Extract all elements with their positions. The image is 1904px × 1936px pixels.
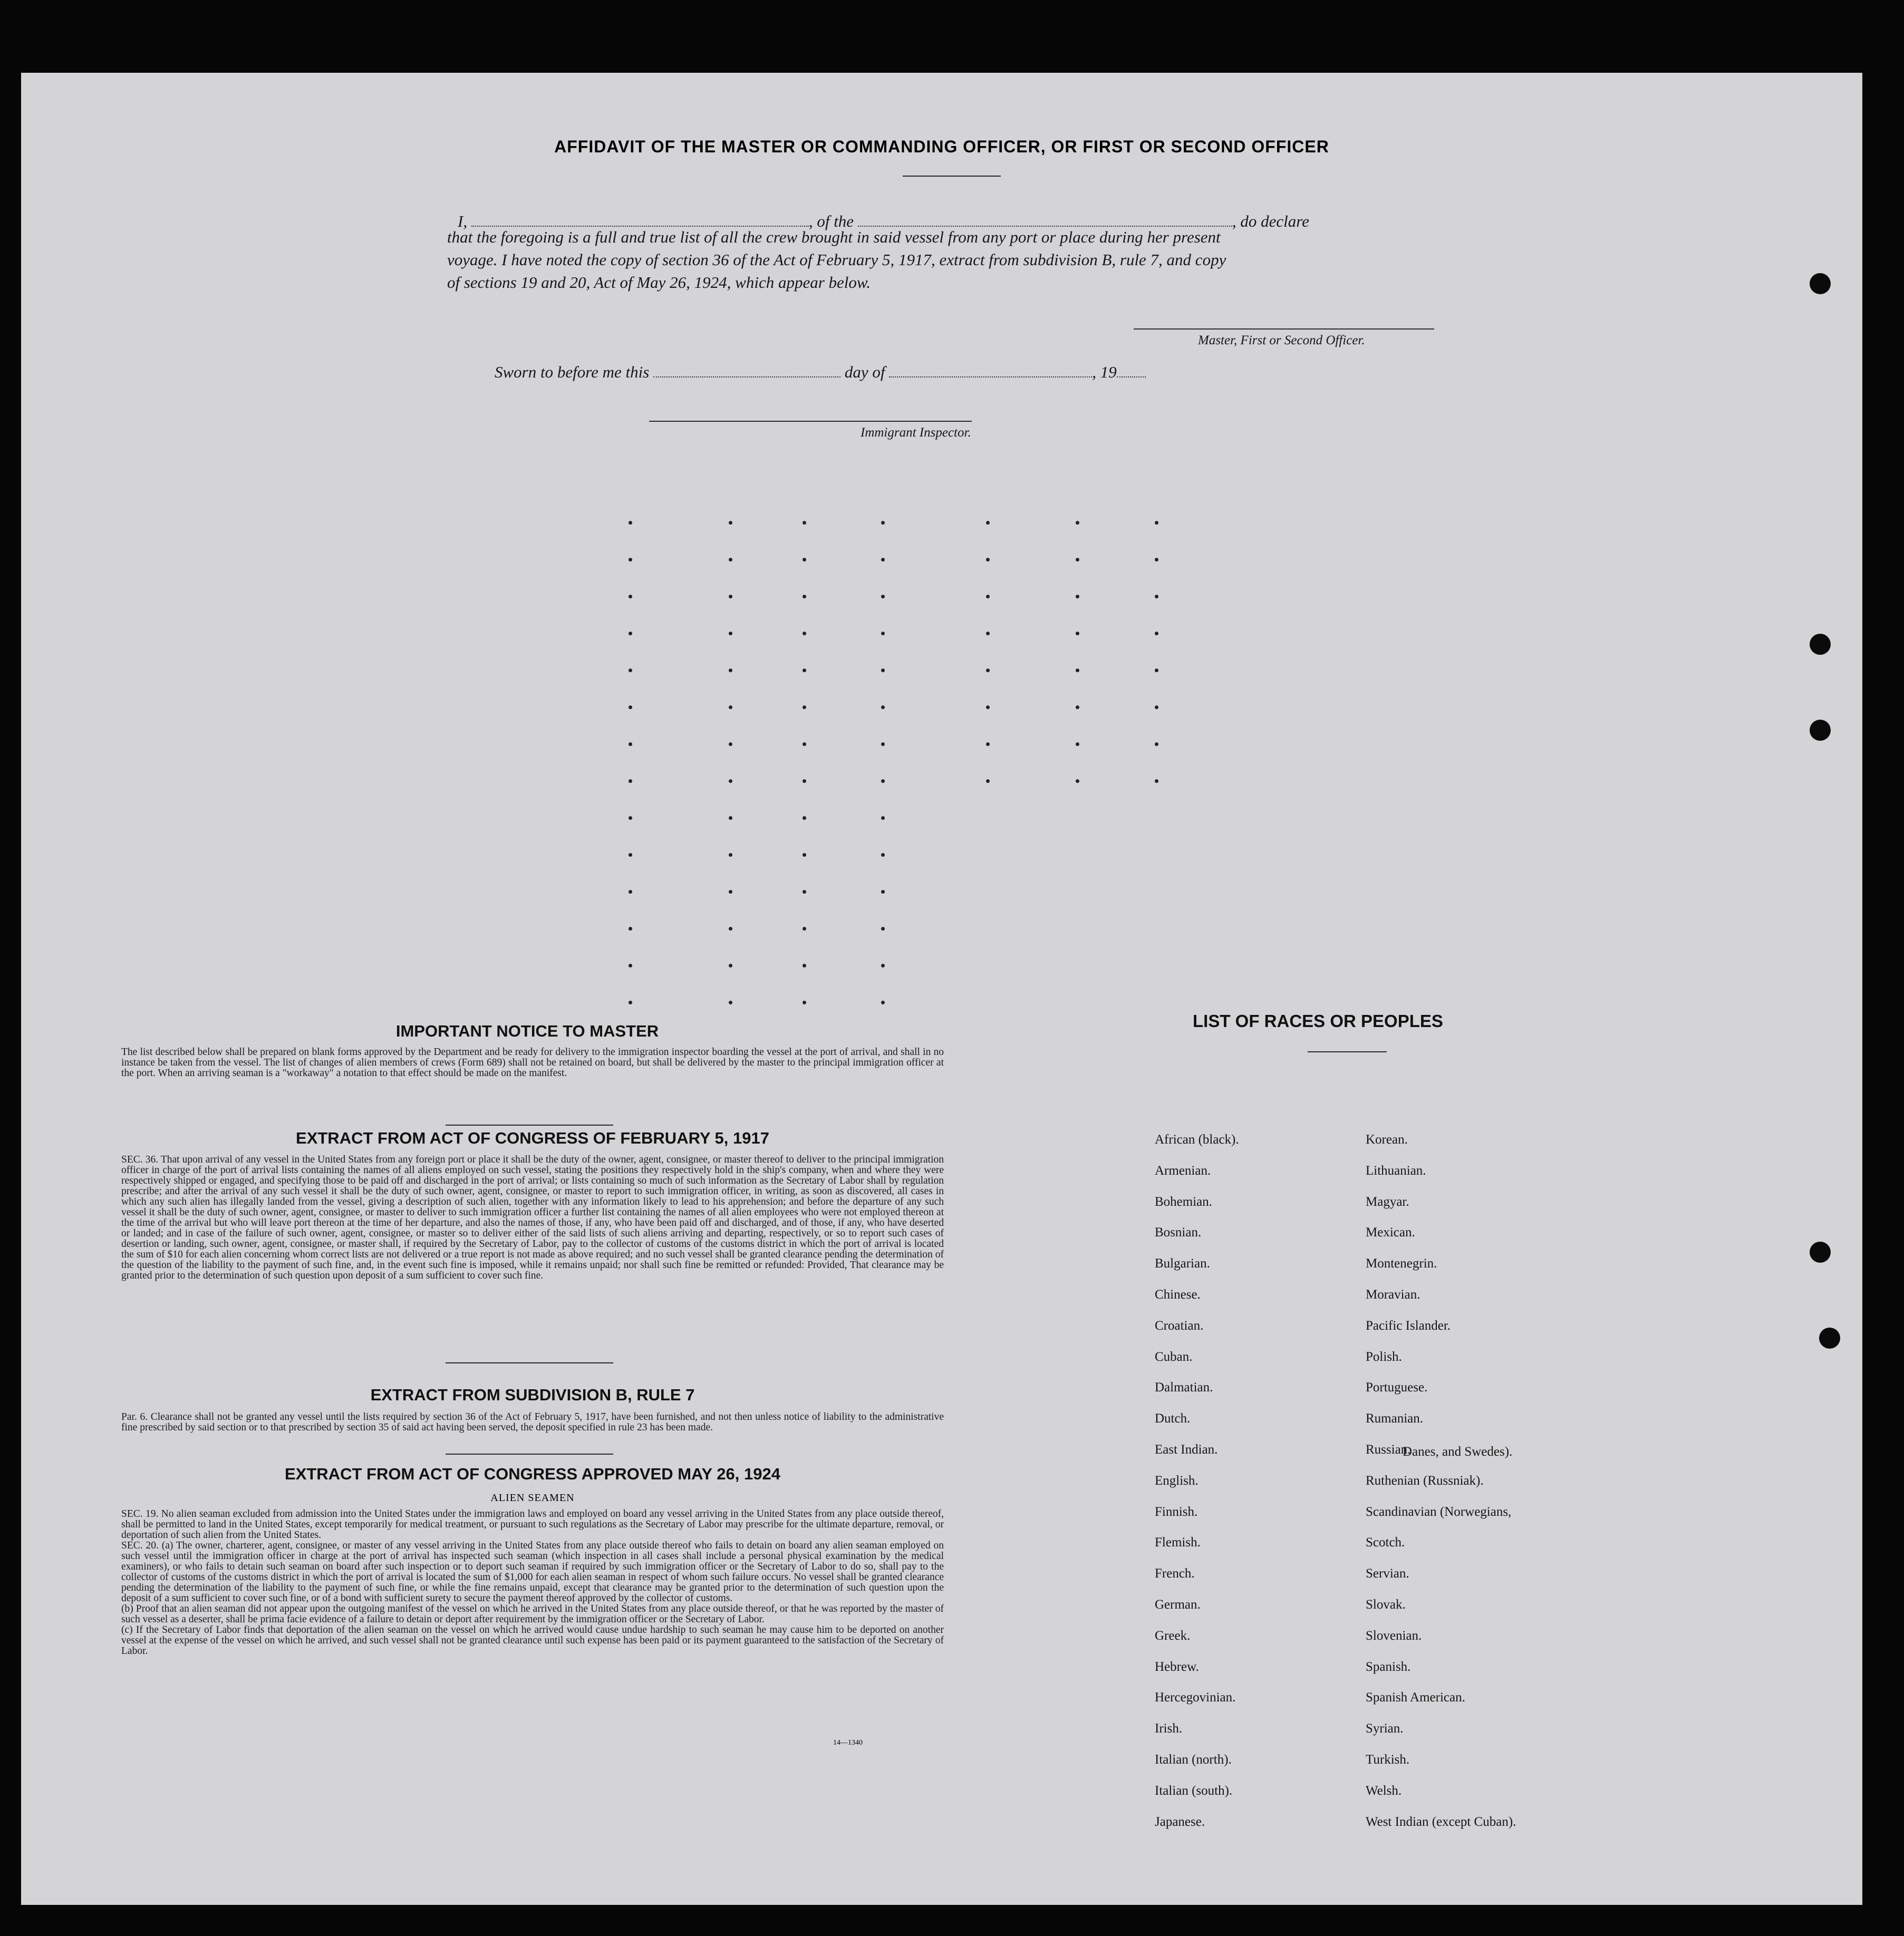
sworn-month-field[interactable] [889,362,1092,377]
race-left-item: Cuban. [1155,1349,1193,1364]
race-left-item: Finnish. [1155,1504,1198,1519]
bleed-dot [1155,632,1158,635]
bleed-dot [986,558,990,562]
race-right-item: Portuguese. [1366,1380,1428,1395]
bleed-dot [986,705,990,709]
bleed-dot [1076,521,1079,525]
bleed-dot [803,669,806,672]
bleed-dot [803,853,806,857]
race-left-item: Irish. [1155,1721,1183,1736]
race-right-item: Welsh. [1366,1783,1402,1798]
bleed-dot [803,521,806,525]
race-left-item: Flemish. [1155,1535,1201,1550]
bleed-dot [629,669,632,672]
bleed-dot [629,742,632,746]
bleed-dot [1155,705,1158,709]
bleed-dot [729,927,732,931]
day-of-text: day of [844,363,885,381]
divider-2 [446,1362,613,1363]
binder-hole [1819,1328,1840,1349]
bleed-dot [803,742,806,746]
bleed-dot [881,521,885,525]
master-signature-line[interactable] [1134,328,1434,330]
bleed-dot [729,853,732,857]
bleed-dot [881,964,885,967]
bleed-dot [1155,521,1158,525]
race-right-item: Syrian. [1366,1721,1404,1736]
bleed-dot [1155,558,1158,562]
bleed-dot [803,779,806,783]
binder-hole [1810,634,1831,655]
affidavit-line3: voyage. I have noted the copy of section 36 of the Act of February 5, 1917, extract from subdivision B, rule 7, and copy [447,250,1226,269]
bleed-dot [729,964,732,967]
affidavit-line4: of sections 19 and 20, Act of May 26, 1924, which appear below. [447,273,871,292]
bleed-dot [1155,595,1158,598]
bleed-dot [729,890,732,894]
bleed-dot [1076,779,1079,783]
form-sheet [21,73,1862,1905]
bleed-dot [881,1001,885,1004]
extract-1917-title: EXTRACT FROM ACT OF CONGRESS OF FEBRUARY 5, 1917 [296,1129,769,1147]
extract-1917-text: SEC. 36. That upon arrival of any vessel in the United States from any foreign port or place it shall be the duty of the owner, agent, consignee, or master thereof to deliver to the principal immigration officer in charge of the port of arrival lists containing the names of all aliens employed on such vessel, stating the positions they respectively hold in the ship's company, when and where they were respectively shipped or engaged, and specifying those to be paid off and discharged in the port of arrival; or lists containing so much of such information as the Secretary of Labor shall by regulation prescribe; and after the arrival of any such vessel it shall be the duty of such owner, agent, consignee, or master to report to such immigration officer, in writing, as soon as discovered, all cases in which any such alien has illegally landed from the vessel, giving a description of such alien, together with any information likely to lead to his apprehension; and before the departure of any such vessel it shall be the duty of such owner, agent, consignee, or master to deliver to such immigration officer a further list containing the names of all alien employees who were not employed thereon at the time of the arrival but who will leave port thereon at the time of her departure, and also the names of those, if any, who have been paid off and discharged, and of those, if any, who have deserted or landed; and in case of the failure of such owner, agent, consignee, or master so to deliver either of the said lists of such aliens arriving and departing, respectively, or so to report such cases of desertion or landing, such owner, agent, consignee, or master shall, if required by the Secretary of Labor, pay to the collector of customs of the customs district in which the port of arrival is located the sum of $10 for each alien concerning whom correct lists are not delivered or a true report is not made as above required; and no such vessel shall be granted clearance pending the determination of the question of the liability to the payment of such fine, and, in the event such fine is imposed, while it remains unpaid; nor shall such fine be remitted or refunded: Provided, That clearance may be granted prior to the determination of such question upon deposit of a sum sufficient to cover such fine. [121,1154,944,1281]
form-number: 14—1340 [833,1739,863,1747]
bleed-dot [629,632,632,635]
bleed-dot [881,779,885,783]
race-right-item: Magyar. [1366,1194,1409,1209]
affidavit-body [447,226,1499,294]
race-left-item: Dalmatian. [1155,1380,1213,1395]
bleed-dot [629,853,632,857]
race-right-item: Scotch. [1366,1535,1405,1550]
race-right-item: Montenegrin. [1366,1256,1437,1271]
bleed-dot [1076,705,1079,709]
race-right-item: Moravian. [1366,1288,1420,1302]
divider-1 [446,1125,613,1126]
race-right-item: Slovak. [1366,1598,1406,1612]
bleed-dot [729,558,732,562]
bleed-dot [1076,742,1079,746]
year-text: , 19 [1092,363,1117,381]
race-right-item: Korean. [1366,1132,1408,1147]
race-left-item: African (black). [1155,1132,1239,1147]
bleed-dot [629,595,632,598]
race-scandinavian-line2: Danes, and Swedes). [1403,1445,1513,1459]
bleed-dot [881,558,885,562]
race-left-item: Bulgarian. [1155,1256,1210,1271]
affidavit-line2: that the foregoing is a full and true list of all the crew brought in said vessel from any port or place during her present [447,228,1221,246]
of-the-text: , of the [808,212,854,230]
vessel-name-field[interactable] [858,211,1232,227]
bleed-dot [803,927,806,931]
bleed-dot [986,521,990,525]
bleed-dot [1076,558,1079,562]
bleed-dot [803,816,806,820]
inspector-label: Immigrant Inspector. [861,425,971,440]
sec19-text: SEC. 19. No alien seaman excluded from admission into the United States under the immigration laws and employed on board any vessel arriving in the United States from any place outside thereof, shall be permitted to land in the United States, except temporarily for medical treatment, or pursuant to such regulations as the Secretary of Labor may prescribe for the ultimate departure, removal, or deportation of such alien from the United States. [121,1508,944,1541]
sworn-line [495,362,1146,382]
inspector-signature-line[interactable] [649,421,972,422]
bleed-dot [629,890,632,894]
bleed-dot [629,558,632,562]
race-right-item: Lithuanian. [1366,1163,1426,1178]
declarant-prefix: I, [458,212,468,230]
race-left-item: Italian (north). [1155,1753,1232,1767]
bleed-dot [881,816,885,820]
binder-hole [1810,273,1831,294]
bleed-dot [881,595,885,598]
race-left-item: Italian (south). [1155,1783,1233,1798]
bleed-dot [1076,632,1079,635]
race-right-item: Rumanian. [1366,1411,1424,1426]
bleed-dot [803,558,806,562]
race-left-item: Hercegovinian. [1155,1690,1236,1705]
bleed-dot [803,632,806,635]
race-right-item: Scandinavian (Norwegians, [1366,1504,1512,1519]
divider-3 [446,1454,613,1455]
notice-text: The list described below shall be prepared on blank forms approved by the Department and be ready for delivery to the immigration inspector boarding the vessel at the port of arrival, and shall in no instance be taken from the vessel. The list of changes of alien members of crews (Form 689) shall not be retained on board, but shall be delivered by the master to the principal immigration officer at the port. When an arriving seaman is a "workaway" a notation to that effect should be made on the manifest. [121,1047,944,1079]
master-label: Master, First or Second Officer. [1198,333,1365,347]
extract-1924-subtitle: ALIEN SEAMEN [490,1492,575,1504]
binder-hole [1810,720,1831,741]
title-underline [903,176,1001,177]
race-left-item: East Indian. [1155,1443,1218,1457]
bleed-dot [1155,742,1158,746]
bleed-dot [881,853,885,857]
bleed-dot [729,779,732,783]
race-left-item: French. [1155,1566,1195,1581]
subdivision-text: Par. 6. Clearance shall not be granted any vessel until the lists required by section 36 of the Act of February 5, 1917, have been furnished, and not then unless notice of liability to the administrative fine prescribed by said section or to that prescribed by section 35 of said act having been served, the deposit specified in rule 23 has been made. [121,1411,944,1433]
bleed-dot [629,816,632,820]
race-left-item: Chinese. [1155,1288,1201,1302]
sec20c-text: (c) If the Secretary of Labor finds that deportation of the alien seaman on the vessel on which he arrived would cause undue hardship to such seaman he may cause him to be deported on another vessel at the expense of the vessel on which he arrived, and such vessel shall not be granted clearance until such expense has been paid or its payment guaranteed to the satisfaction of the Secretary of Labor. [121,1624,944,1657]
race-right-item: Pacific Islander. [1366,1318,1451,1333]
extract-1924-title: EXTRACT FROM ACT OF CONGRESS APPROVED MAY 26, 1924 [285,1465,780,1483]
race-right-item: Spanish American. [1366,1690,1465,1705]
race-left-item: English. [1155,1473,1199,1488]
bleed-dot [986,669,990,672]
sec20b-text: (b) Proof that an alien seaman did not appear upon the outgoing manifest of the vessel on which he arrived in the United States from any place outside thereof, or that he was reported by the master of such vessel as a deserter, shall be prima facie evidence of a failure to detain or deport after requirement by the immigration officer or the Secretary of Labor. [121,1603,944,1625]
race-right-item: Polish. [1366,1349,1402,1364]
bleed-dot [629,1001,632,1004]
race-right-item: Russian. [1366,1443,1411,1457]
race-left-item: Dutch. [1155,1411,1191,1426]
bleed-dot [629,964,632,967]
bleed-dot [803,1001,806,1004]
bleed-dot [1076,669,1079,672]
declare-text: , do declare [1232,212,1309,230]
bleed-dot [986,595,990,598]
race-left-item: Hebrew. [1155,1659,1199,1674]
subdivision-title: EXTRACT FROM SUBDIVISION B, RULE 7 [370,1386,695,1404]
race-right-item: Mexican. [1366,1225,1415,1240]
race-left-item: Croatian. [1155,1318,1204,1333]
sworn-year-field[interactable] [1117,362,1146,377]
race-left-item: Bosnian. [1155,1225,1202,1240]
race-left-item: Bohemian. [1155,1194,1213,1209]
affidavit-title: AFFIDAVIT OF THE MASTER OR COMMANDING OFFICER, OR FIRST OR SECOND OFFICER [554,137,1329,156]
sworn-text: Sworn to before me this [495,363,650,381]
bleed-dot [1155,779,1158,783]
race-left-item: Japanese. [1155,1814,1205,1829]
race-right-item: Slovenian. [1366,1628,1422,1643]
declarant-name-field[interactable] [471,211,809,227]
bleed-dot [729,816,732,820]
sec20a-text: SEC. 20. (a) The owner, charterer, agent, consignee, or master of any vessel arriving in the United States from any place outside thereof who fails to detain on board any alien seaman employed on such vessel until the immigration officer in charge at the port of arrival has inspected such seaman (which inspection in all cases shall include a personal physical examination by the medical examiners), or who fails to detain such seaman on board after such inspection or to deport such seaman if required by such immigration officer or the Secretary of Labor to do so, shall pay to the collector of customs of the customs district in which the port of arrival is located the sum of $1,000 for each alien seaman in respect of whom such failure occurs. No vessel shall be granted clearance pending the determination of the liability to the payment of such fine, or while the fine remains unpaid, except that clearance may be granted prior to the determination of such question upon the deposit of a sum sufficient to cover such fine, or of a bond with sufficient surety to secure the payment thereof approved by the collector of customs. [121,1540,944,1604]
races-underline [1308,1051,1387,1052]
bleed-dot [803,964,806,967]
race-right-item: Ruthenian (Russniak). [1366,1473,1484,1488]
bleed-dot [629,521,632,525]
bleed-dot [803,890,806,894]
sworn-day-field[interactable] [653,362,840,377]
bleed-dot [729,742,732,746]
bleed-dot [629,927,632,931]
bleed-dot [1076,595,1079,598]
bleed-dot [881,890,885,894]
bleed-dot [881,927,885,931]
bleed-dot [1155,669,1158,672]
race-right-item: West Indian (except Cuban). [1366,1814,1516,1829]
bleed-dot [729,521,732,525]
bleed-dot [629,779,632,783]
race-right-item: Turkish. [1366,1753,1410,1767]
race-right-item: Spanish. [1366,1659,1411,1674]
binder-hole [1810,1242,1831,1263]
race-left-item: Armenian. [1155,1163,1211,1178]
race-left-item: German. [1155,1598,1201,1612]
bleed-dot [986,632,990,635]
bleed-dot [803,595,806,598]
bleed-dot [881,669,885,672]
bleed-dot [986,742,990,746]
extract-1924-body [121,1509,944,1657]
bleed-dot [629,705,632,709]
bleed-dot [729,705,732,709]
bleed-dot [729,1001,732,1004]
race-left-item: Greek. [1155,1628,1191,1643]
bleed-dot [729,595,732,598]
bleed-dot [729,632,732,635]
bleed-dot [881,632,885,635]
notice-title: IMPORTANT NOTICE TO MASTER [395,1022,659,1040]
bleed-dot [803,705,806,709]
races-title: LIST OF RACES OR PEOPLES [1193,1011,1443,1031]
bleed-dot [986,779,990,783]
bleed-dot [881,705,885,709]
bleed-dot [881,742,885,746]
race-right-item: Servian. [1366,1566,1409,1581]
bleed-dot [729,669,732,672]
